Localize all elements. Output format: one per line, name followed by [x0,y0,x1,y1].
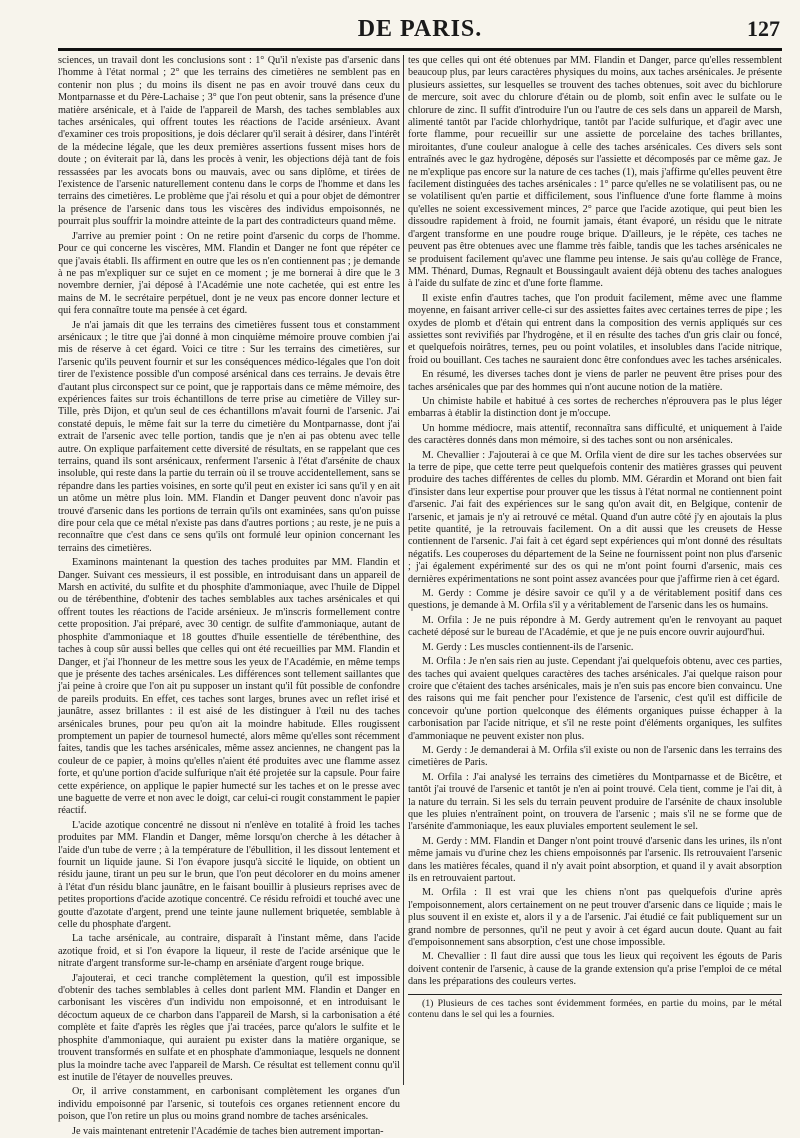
paragraph: M. Orfila : Il est vrai que les chiens n'ont pas quelquefois d'urine après l'empoisonnement, alors certainement on ne peut trouver d'arsenic dans ce liquide ; mais le plus souvent il en existe et, alors il y a de l'arsenic. J'ai étudié ce fait publiquement sur un grand nombre de personnes, qu'il ne peut y avoir à cet égard aucun doute. Quant au fait d'empoisonnement sans absorption, c'est une chose impossible. [408,887,782,949]
column-separator [403,55,404,1085]
paragraph: Je vais maintenant entretenir l'Académie de taches bien autrement importan- [72,1125,384,1137]
paragraph: J'ajouterai, et ceci tranche complètement la question, qu'il est impossible d'obtenir des taches semblables à celles dont parlent MM. Flandin et Danger en carbonisant les viscères d'un individu non empoisonné, et en introduisant le décoctum aqueux de ce charbon dans l'appareil de Marsh, si la carbonisation a été complète et faite d'après les règles que j'ai tracées, parce qu'alors le sulfite et le phosphite d'ammoniaque, qui auraient pu exister dans la matière organique, se trouvent transformés en sulfate et en phosphate d'ammoniaque, lesquels ne donnent plus la moindre tache avec l'appareil de Marsh. Ce résultat est tellement connu qu'il est inutile de l'étayer de nouvelles preuves. [58,972,400,1083]
paragraph: M. Chevallier : Il faut dire aussi que tous les lieux qui reçoivent les égouts de Paris doivent contenir de l'arsenic, à cause de la grande extension qu'a prise l'emploi de ce métal dans les préparations des couleurs vertes. [408,951,782,988]
paragraph: M. Gerdy : Je demanderai à M. Orfila s'il existe ou non de l'arsenic dans les terrains des cimetières de Paris. [408,744,782,769]
page-number: 127 [747,16,780,41]
paragraph: Un chimiste habile et habitué à ces sortes de recherches n'éprouvera pas le plus léger embarras à établir la distinction dont je m'occupe. [408,395,782,420]
paragraph: Je n'ai jamais dit que les terrains des cimetières fussent tous et constamment arsénicaux ; le titre que j'ai donné à mon cinquième mémoire prouve combien j'ai mis de réserve à cet égard. Voici ce titre : Sur les terrains des cimetières, sur l'arsenic qu'ils peuvent fournir et sur les conséquences médico-légales que l'on doit tirer de l'existence possible d'un composé arsénical dans ces terrains. Je devais être d'autant plus circonspect sur ce point, que je rapportais dans ce même mémoire, des expériences faites sur trois échantillons de terre prise au cimetière de Villey sur-Tille, près Dijon, et qu'un seul de ces échantillons m'avait fourni de l'arsenic. J'ai constaté depuis, le même fait sur la terre du cimetière du Montparnasse, dont j'ai extrait de l'arsenic avec telle portion, tandis que je n'en ai pas obtenu avec telle autre. On explique parfaitement cette diversité de résultats, en se rappelant que ces terrains, quand ils sont arsénicaux, renferment l'arsenic à l'état d'arsénite de chaux insoluble, qui reste dans la partie du terrain où il se trouve accidentellement, sans se répandre dans les parties voisines, en sorte qu'il peut en exister ici sans qu'il y en ait un atôme un mètre plus loin. MM. Flandin et Danger peuvent donc n'avoir pas trouvé d'arsenic dans les portions de terrain qu'ils ont examinées, sans qu'on puisse dire pour cela que ce métal n'existe pas dans d'autres portions ; au reste, je ne puis a reconnaître que c'est dans ce sens qu'ils ont formulé leur opinion concernant les terrains des cimetières. [58,319,400,554]
paragraph: tes que celles qui ont été obtenues par MM. Flandin et Danger, parce qu'elles ressemblent beaucoup plus, par leurs caractères physiques du moins, aux taches arsénicales. Je présente plusieurs assiettes, sur lesquelles se trouvent des taches obtenues, soit avec du bichlorure de mercure, soit avec du chlorure d'étain ou de plomb, soit enfin avec le sulfate ou le chlorure de zinc. Il suffit d'introduire l'un ou l'autre de ces sels dans un appareil de Marsh, alimenté tantôt par l'acide chlorhydrique, tantôt par l'acide sulfurique, et d'agir avec une forte flamme, pour recueillir sur une assiette de porcelaine des taches brillantes, miroitantes, d'une couleur analogue à celle des taches arsénicales. Ces divers sels sont entraînés avec le gaz hydrogène, déposés sur l'assiette et décomposés par ce même gaz. Je ne m'explique pas encore sur la nature de ces taches (1), mais j'affirme qu'elles peuvent être facilement distinguées des taches arsénicales : 1° parce qu'elles ne se volatilisent pas, ou ne se volatilisent qu'en partie et difficilement, sous l'influence d'une forte flamme à moins qu'elles ne soient excessivement minces, 2° parce que l'acide azotique, qui peut bien les dissoudre rapidement à froid, ne fournit jamais, étant évaporé, un résidu que le nitrate d'argent transforme en une poudre rouge brique. D'ailleurs, je le répète, ces taches ne peuvent pas être obtenues avec une flamme très faible, tandis que les taches arsénicales ne se produisent facilement qu'avec une flamme peu intense. Je sais qu'au collège de France, MM. Thénard, Dumas, Regnault et Boussingault avaient déjà obtenu des taches analogues à l'aide du sulfate de zinc et d'une forte flamme. [408,55,782,290]
paragraph: M. Orfila : J'ai analysé les terrains des cimetières du Montparnasse et de Bicêtre, et tantôt j'ai trouvé de l'arsenic et tantôt je n'en ai point trouvé. Cela tient, comme je l'ai dit, à la nature du terrain. Si les sels du terrain peuvent produire de l'arsénite de chaux insoluble que les pluies n'entraînent point, on trouvera de l'arsenic ; mais s'il ne se forme que de l'arsénite d'ammoniaque, les eaux pluviales emportent seulement le sel. [408,771,782,833]
paragraph: En résumé, les diverses taches dont je viens de parler ne peuvent être prises pour des taches arsénicales que par des hommes qui n'ont aucune notion de la matière. [408,369,782,393]
header-rule [58,48,782,51]
right-column [408,55,782,1085]
page-header [60,10,780,50]
left-column [58,55,400,1137]
paragraph: M. Orfila : Je ne puis répondre à M. Gerdy autrement qu'en le renvoyant au paquet cacheté déposé sur le bureau de l'Académie, et que je ne puis encore ouvrir aujourd'hui. [408,614,782,639]
paragraph: sciences, un travail dont les conclusions sont : 1° Qu'il n'existe pas d'arsenic dans l'homme à l'état normal ; 2° que les terrains des cimetières ne semblent pas en contenir non plus ; du moins ils disent ne pas en avoir trouvé dans ceux du Montparnasse et du Père-Lachaise ; 3° que l'on peut obtenir, sans la présence d'une matière arsénicale, et à l'aide de l'appareil de Marsh, des taches semblables aux taches arsénicales, qui offrent toutes les réactions de l'acide arsénieux. Avant d'examiner ces trois propositions, je dois déclarer qu'il serait à désirer, dans l'intérêt de la médecine légale, que les deux premières assertions fussent mises hors de doute ; on éviterait par là, dans les procès à venir, les objections déjà tant de fois ressassées par les avocats bons ou mauvais, avec ou sans diplôme, et tirées de l'existence de l'arsenic naturellement contenu dans le corps de l'homme et dans les terrains des cimetières. Le problème que j'ai résolu et qui a pour objet de démontrer la présence de l'arsenic dans tous les viscères des individus empoisonnés, ne pourrait plus souffrir la moindre atteinte de la part des contradicteurs quand même. [58,55,400,228]
paragraph: Or, il arrive constamment, en carbonisant complètement les organes d'un individu empoisonné par l'arsenic, si toutefois ces organes retiennent encore du poison, que l'on retire un plus ou moins grand nombre de taches arsénicales. [58,1086,400,1123]
paragraph: M. Orfila : Je n'en sais rien au juste. Cependant j'ai quelquefois obtenu, avec ces parties, des taches qui avaient quelques caractères des taches arsénicales. J'ai quelque raison pour croire que c'étaient des taches arsénicales, mais je n'en suis pas encore bien convaincu. Une des raisons qui me fait pencher pour l'existence de l'arsenic, c'est qu'il est difficile de concevoir qu'une portion quelconque des éléments organiques puisse échapper à la carbonisation par l'acide nitrique, et s'il ne reste point d'éléments organiques, les sulfites d'ammoniaque ne peuvent exister non plus. [408,656,782,742]
paragraph: Un homme médiocre, mais attentif, reconnaîtra sans difficulté, et uniquement à l'aide des caractères donnés dans mon mémoire, si des taches sont ou non arsénicales. [408,422,782,447]
paragraph: M. Chevallier : J'ajouterai à ce que M. Orfila vient de dire sur les taches observées sur la terre de pipe, que cette terre peut quelquefois contenir des matières grasses qui peuvent produire des taches différentes de celles du plomb. MM. Gérardin et Morand ont bien fait d'insister dans leur expertise pour prouver que les tissus à l'état normal ne contiennent point d'arsenic. J'ai fait des expériences sur le sang qu'on avait dit, en Belgique, contenir de l'arsenic, et jamais je n'y ai retrouvé ce métal. Quand d'un autre côté j'y en ajoutais la plus petite quantité, je la retrouvais facilement. On a dit aussi que les creusets de Hesse contiennent de l'arsenic. J'ai fait à cet égard sept expériences qui m'ont donné des résultats négatifs. Les couperoses du département de la Seine ne fournissent point non plus d'arsenic ; j'ai également expérimenté sur des os qui ne m'ont point fourni d'arsenic, mais ces dernières expérimentations ne sont point assez avancées pour que j'affirme rien à cet égard. [408,449,782,585]
paragraph: J'arrive au premier point : On ne retire point d'arsenic du corps de l'homme. Pour ce qui concerne les viscères, MM. Flandin et Danger ne font que répéter ce que j'avais établi. Ils affirment en outre que les os n'en contiennent pas ; je demande à ne pas m'expliquer sur ce sujet en ce moment ; je me bornerai à dire que le 3 novembre dernier, j'ai déposé à l'Académie une note cachetée, qui est entre les mains de M. le secrétaire perpétuel, dont je ne veux pas encore donner lecture et qui fera connaître toute ma pensée à cet égard. [58,230,400,317]
paragraph: M. Gerdy : Comme je désire savoir ce qu'il y a de véritablement positif dans ces questions, je demande à M. Orfila s'il y a véritablement de l'arsenic dans les os humains. [408,588,782,612]
paragraph: M. Gerdy : Les muscles contiennent-ils de l'arsenic. [422,641,634,653]
footnote-rule [408,994,782,995]
page-title: DE PARIS. [357,16,483,42]
paragraph: L'acide azotique concentré ne dissout ni n'enlève en totalité à froid les taches produites par MM. Flandin et Danger, même lorsqu'on cherche à les détacher à l'aide d'un tube de verre ; à la température de l'ébullition, il les dissout lentement et fournit un liquide jaune. Si l'on évapore jusqu'à siccité le liquide, on obtient un résidu jaune, tirant un peu sur le brun, que l'on peut décolorer en du moins amener à l'état d'un résidu blanc jaunâtre, en le faisant bouillir à plusieurs reprises avec de petites proportions d'acide azotique concentré. Ce résidu refroidi et touché avec une goutte d'azotate d'argent, prend une teinte jaune nullement briquetée, semblable à celle du phosphate d'argent. [58,819,400,931]
paragraph: Il existe enfin d'autres taches, que l'on produit facilement, même avec une flamme moyenne, en faisant arriver celle-ci sur des assiettes faites avec certaines terres de pipe ; les oxydes de plomb et d'étain qui entrent dans la composition des vernis appliqués sur ces assiettes sont revivifiés par l'hydrogène, et il en résulte des taches d'un gris clair ou foncé, et quelquefois noirâtres, ternes, peu ou point volatiles, et insolubles dans l'acide nitrique, froid ou bouillant. Ces taches ne sauraient donc être confondues avec les taches arsénicales. [408,292,782,366]
paragraph: Examinons maintenant la question des taches produites par MM. Flandin et Danger. Suivant ces messieurs, il est possible, en introduisant dans un appareil de Marsh en activité, du sulfite et du phosphite d'ammoniaque, avec l'huile de Dippel ou de térébenthine, d'obtenir des taches semblables aux taches arsénicales et qui offrent toutes les réactions de l'acide arsénieux. Je m'inscris formellement contre cette proposition. J'ai préparé, avec 30 centigr. de sulfite d'ammoniaque, autant de phosphite d'ammoniaque et 18 gouttes d'huile essentielle de térébenthine, des taches à coup sûr aussi belles que celles qui ont été recueillies par MM. Flandin et Danger, et j'ai l'honneur de les mettre sous les yeux de l'Académie, en même temps que je présente des taches arsénicales. Les différences sont tellement saillantes que j'ai peine à croire que l'on ait pu supposer un instant qu'il fût possible de confondre de pareils produits. En effet, ces taches sont larges, brunes avec un reflet irisé et jaunâtre, assez brillantes : il est aisé de les distinguer à l'œil nu des taches arsénicales brunes, pour peu qu'on ait la moindre habitude. Elles rougissent promptement un papier de tournesol humecté, alors même qu'elles sont récemment faites, tandis que les taches arsénicales, même assez anciennes, ne changent pas la couleur de ce papier, à moins qu'elles n'aient été produites avec une flamme assez forte, et qu'une portion d'acide sulfurique n'ait été projetée sur la capsule. Pour faire cette expérience, on applique le papier humecté sur les taches et on le presse avec une baguette de verre et non avec le doigt, car celui-ci rougit constamment le papier réactif. [58,557,400,817]
footnote: (1) Plusieurs de ces taches sont évidemment formées, en partie du moins, par le métal contenu dans le sel qui les a fournies. [408,997,782,1021]
paragraph: M. Gerdy : MM. Flandin et Danger n'ont point trouvé d'arsenic dans les urines, ils n'ont même jamais vu d'urine chez les chiens empoisonnés par l'arsenic. Ils retrouvaient l'arsenic dans les matières fécales, quand il n'y avait point absorption, et quand il y avait absorption ils en retrouvaient partout. [408,835,782,884]
paragraph: La tache arsénicale, au contraire, disparaît à l'instant même, dans l'acide azotique froid, et si l'on évapore la liqueur, il reste de l'acide arsénique que le nitrate d'argent transforme sur-le-champ en arséniate d'argent rouge brique. [58,933,400,970]
